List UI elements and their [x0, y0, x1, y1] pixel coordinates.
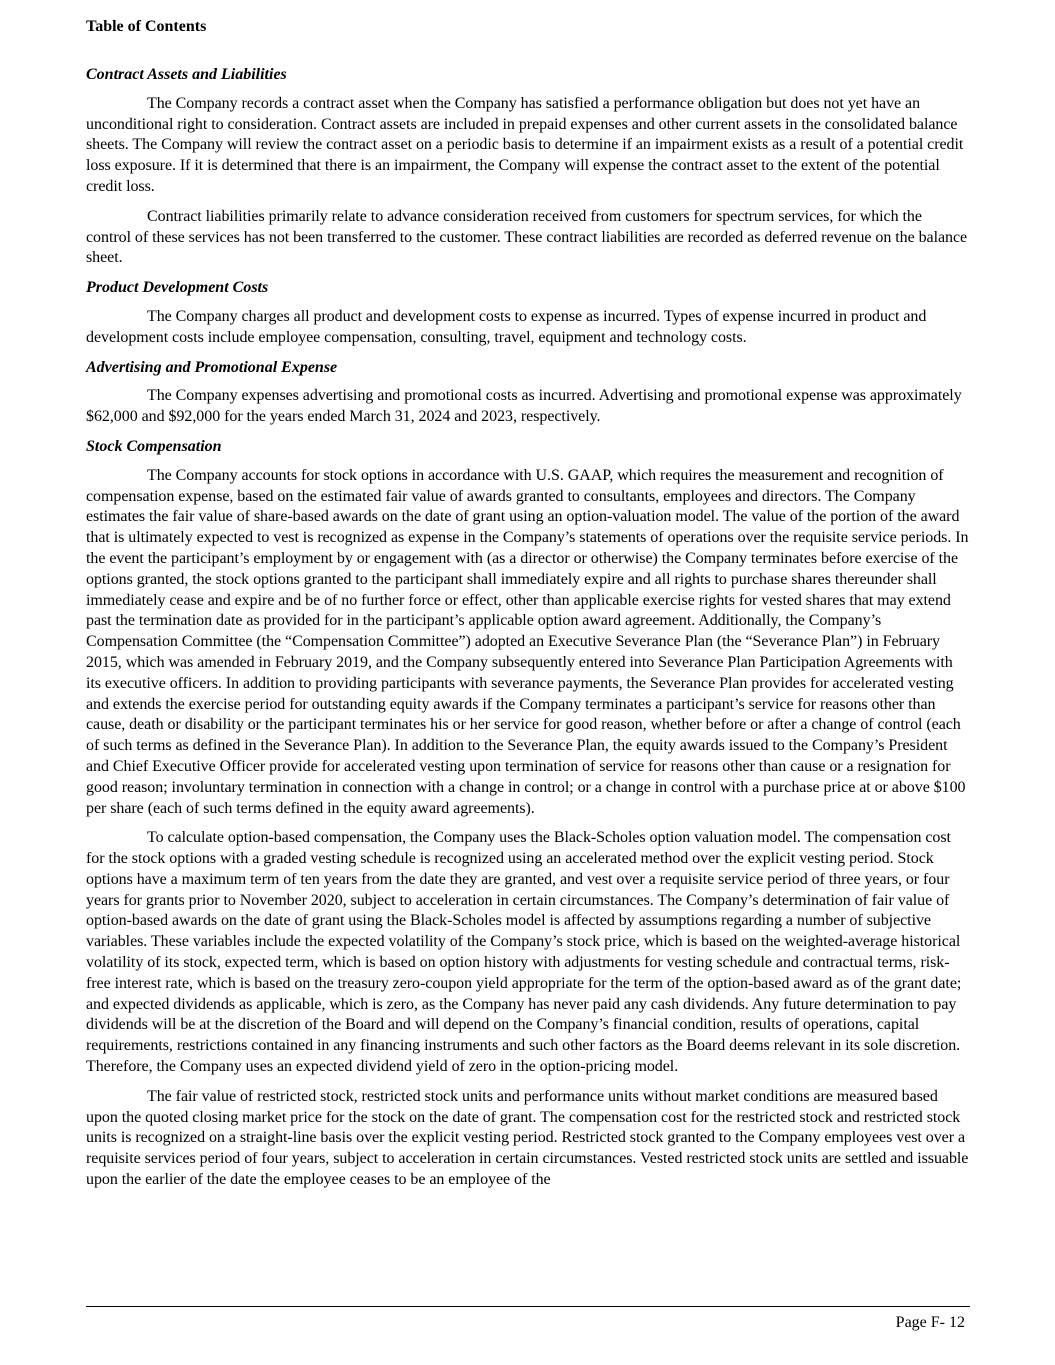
page-number: Page F- 12: [895, 1314, 965, 1331]
section-advertising: [86, 358, 970, 428]
section-heading: Product Development Costs: [86, 279, 269, 297]
section-product-development: [86, 278, 970, 348]
section-heading: Stock Compensation: [86, 437, 222, 455]
paragraph: The Company charges all product and development costs to expense as incurred. Types of expense incurred in product and development costs include employee compensation, consulting, travel, equipment and technology costs.: [86, 307, 927, 346]
section-heading: Contract Assets and Liabilities: [86, 66, 287, 83]
paragraph: The fair value of restricted stock, restricted stock units and performance units without market conditions are measured based upon the quoted closing market price for the stock on the date of grant. The compensation cost for the restricted stock and restricted stock units is recognized on a straight-line basis over the explicit vesting period. Restricted stock granted to the Company employees vest over a requisite services period of four years, subject to acceleration in certain circumstances. Vested restricted stock units are settled and issuable upon the earlier of the date the employee ceases to be an employee of the: [86, 1087, 969, 1189]
paragraph: Contract liabilities primarily relate to advance consideration received from customers for spectrum services, for which the control of these services has not been transferred to the customer. These contract liabilities are recorded as deferred revenue on the balance sheet.: [86, 207, 968, 267]
paragraph: The Company records a contract asset when the Company has satisfied a performance obligation but does not yet have an unconditional right to consideration. Contract assets are included in prepaid expenses and other current assets in the consolidated balance sheets. The Company will review the contract asset on a periodic basis to determine if an impairment exists as a result of a potential credit loss exposure. If it is determined that there is an impairment, the Company will expense the contract asset to the extent of the potential credit loss.: [86, 94, 964, 195]
footer-divider: [86, 1306, 970, 1307]
document-page: [86, 16, 970, 1200]
paragraph: The Company expenses advertising and promotional costs as incurred. Advertising and promotional expense was approximately $62,000 and $92,000 for the years ended March 31, 2024 and 2023, respectively.: [86, 387, 962, 426]
section-contract-assets: [86, 65, 970, 269]
section-heading: Advertising and Promotional Expense: [86, 358, 338, 376]
paragraph: The Company accounts for stock options in accordance with U.S. GAAP, which requires the measurement and recognition of compensation expense, based on the estimated fair value of awards granted to consultants, employees and directors. The Company estimates the fair value of share-based awards on the date of grant using an option-valuation model. The value of the portion of the award that is ultimately expected to vest is recognized as expense in the Company’s statements of operations over the requisite service periods. In the event the participant’s employment by or engagement with (as a director or otherwise) the Company terminates before exercise of the options granted, the stock options granted to the participant shall immediately expire and all rights to purchase shares thereunder shall immediately cease and expire and be of no further force or effect, other than applicable exercise rights for vested shares that may extend past the termination date as provided for in the participant’s applicable option award agreement. Additionally, the Company’s Compensation Committee (the “Compensation Committee”) adopted an Executive Severance Plan (the “Severance Plan”) in February 2015, which was amended in February 2019, and the Company subsequently entered into Severance Plan Participation Agreements with its executive officers. In addition to providing participants with severance payments, the Severance Plan provides for accelerated vesting and extends the exercise period for outstanding equity awards if the Company terminates a participant’s service for reasons other than cause, death or disability or the participant terminates his or her service for good reason, whether before or after a change of control (each of such terms as defined in the Severance Plan). In addition to the Severance Plan, the equity awards issued to the Company’s President and Chief Executive Officer provide for accelerated vesting upon termination of service for reasons other than cause or a resignation for good reason; involuntary termination in connection with a change in control; or a change in control with a purchase price at or above $100 per share (each of such terms defined in the equity award agreements).: [86, 466, 969, 817]
table-of-contents-link[interactable]: Table of Contents: [86, 18, 207, 35]
paragraph: To calculate option-based compensation, the Company uses the Black-Scholes option valuation model. The compensation cost for the stock options with a graded vesting schedule is recognized using an accelerated method over the explicit vesting period. Stock options have a maximum term of ten years from the date they are granted, and vest over a requisite service period of three years, or four years for grants prior to November 2020, subject to acceleration in certain circumstances. The Company’s determination of fair value of option-based awards on the date of grant using the Black-Scholes model is affected by assumptions regarding a number of subjective variables. These variables include the expected volatility of the Company’s stock price, which is based on the weighted-average historical volatility of its stock, expected term, which is based on option history with adjustments for vesting schedule and contractual terms, risk-free interest rate, which is based on the treasury zero-coupon yield appropriate for the term of the option-based award as of the grant date; and expected dividends as applicable, which is zero, as the Company has never paid any cash dividends. Any future determination to pay dividends will be at the discretion of the Board and will depend on the Company’s financial condition, results of operations, capital requirements, restrictions contained in any financing instruments and such other factors as the Board deems relevant in its sole discretion. Therefore, the Company uses an expected dividend yield of zero in the option-pricing model.: [86, 829, 962, 1076]
section-stock-compensation: [86, 437, 970, 1191]
